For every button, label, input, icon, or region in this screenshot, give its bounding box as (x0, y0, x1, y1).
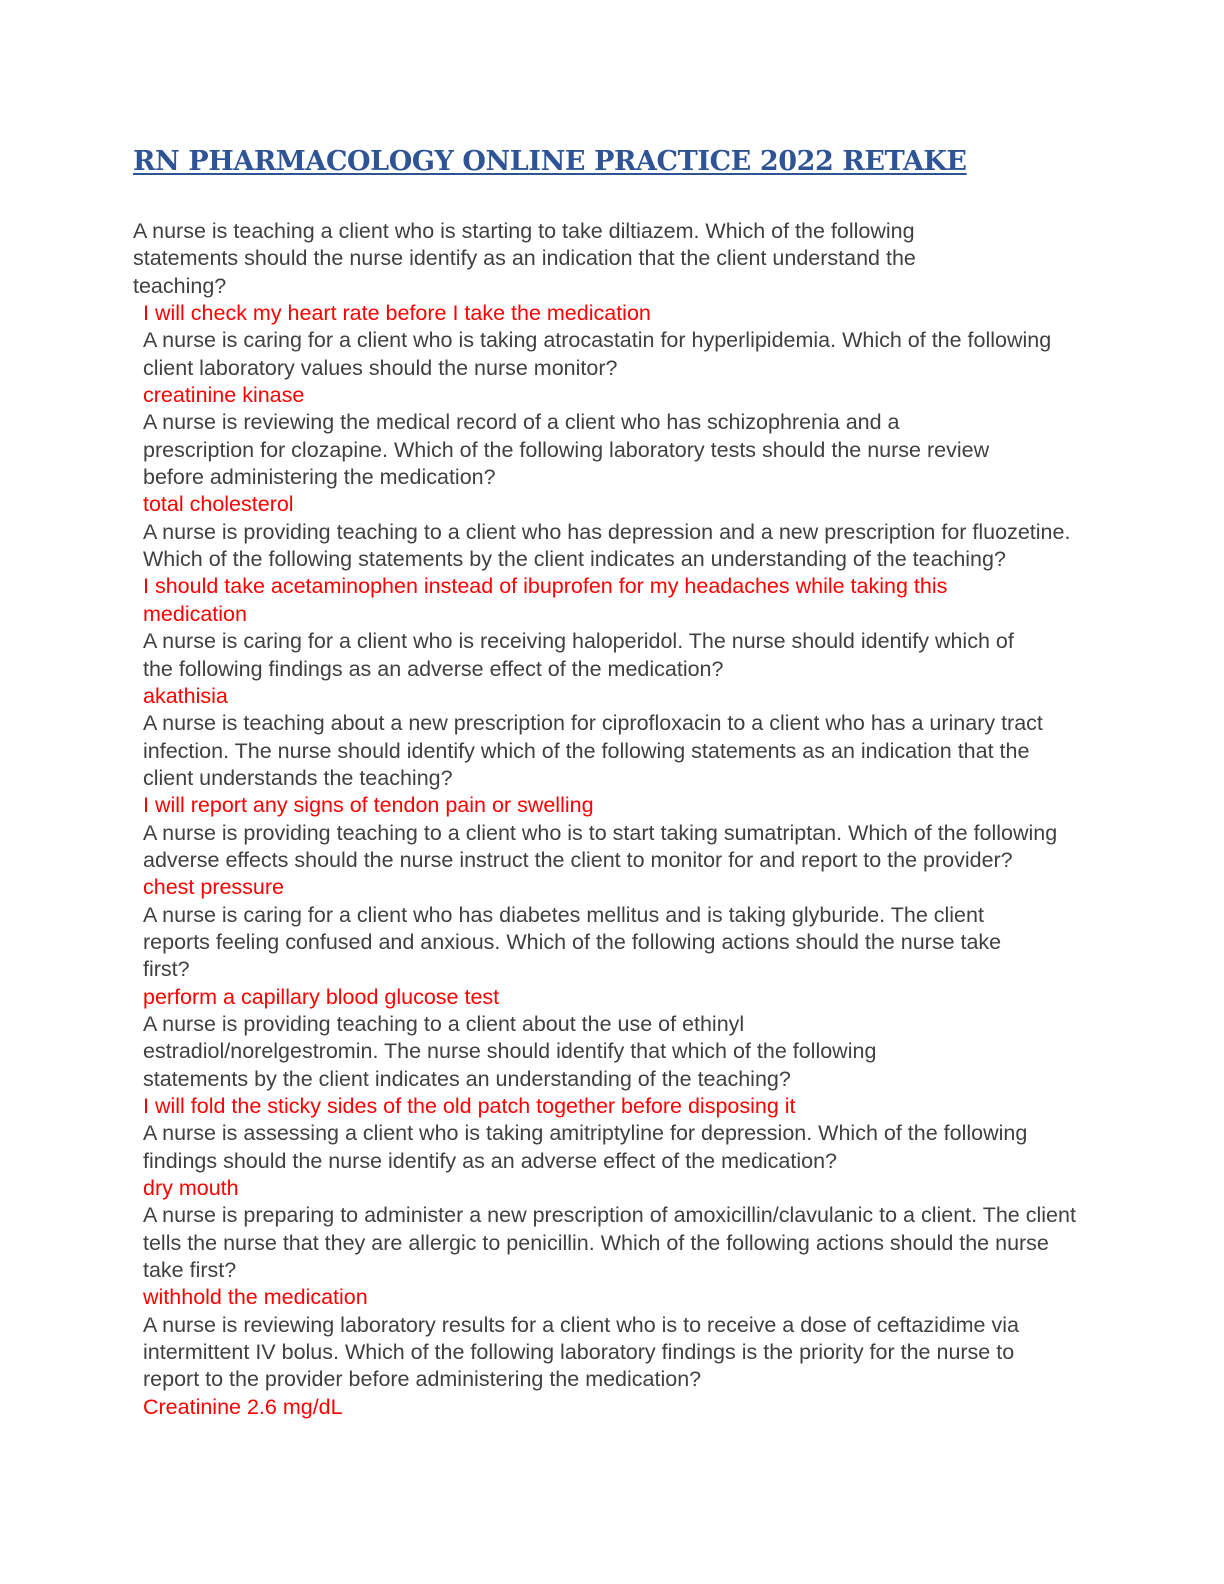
answer-12: Creatinine 2.6 mg/dL (143, 1394, 343, 1419)
question-11: A nurse is preparing to administer a new prescription of amoxicillin/clavulanic to a client. The client tells the nurse that they are allergic to penicillin. Which of the following actions should the nurse take first? (143, 1203, 1076, 1283)
question-5: A nurse is caring for a client who is receiving haloperidol. The nurse should identify which of the following findings as an adverse effect of the medication? (143, 629, 1014, 681)
question-2: A nurse is caring for a client who is taking atrocastatin for hyperlipidemia. Which of the following client laboratory values should the nurse monitor? (143, 328, 1052, 380)
question-1: A nurse is teaching a client who is starting to take diltiazem. Which of the following statements should the nurse identify as an indication that the client understand the teaching? (133, 219, 916, 298)
question-3: A nurse is reviewing the medical record of a client who has schizophrenia and a prescription for clozapine. Which of the following laboratory tests should the nurse review before administering the medication? (143, 410, 990, 490)
answer-1: I will check my heart rate before I take the medication (143, 301, 651, 326)
question-4: A nurse is providing teaching to a client who has depression and a new prescription for fluozetine. Which of the following statements by the client indicates an understanding of the teaching? (143, 519, 1071, 572)
question-7: A nurse is providing teaching to a client who is to start taking sumatriptan. Which of the following adverse effects should the nurse instruct the client to monitor for and report to the provider? (143, 820, 1058, 872)
answer-8: perform a capillary blood glucose test (143, 984, 500, 1009)
answer-6: I will report any signs of tendon pain or swelling (143, 793, 594, 818)
answer-4: I should take acetaminophen instead of ibuprofen for my headaches while taking this medication (143, 574, 948, 626)
answer-10: dry mouth (143, 1176, 239, 1201)
question-9: A nurse is providing teaching to a client about the use of ethinyl estradiol/norelgestromin. The nurse should identify that which of the following statements by the client indicates an understanding of the teaching? (143, 1011, 877, 1091)
answer-7: chest pressure (143, 875, 285, 900)
qa-list (133, 218, 1076, 1421)
answer-2: creatinine kinase (143, 383, 305, 408)
question-8: A nurse is caring for a client who has diabetes mellitus and is taking glyburide. The client reports feeling confused and anxious. Which of the following actions should the nurse take first? (143, 902, 1002, 982)
answer-11: withhold the medication (143, 1285, 368, 1310)
answer-9: I will fold the sticky sides of the old patch together before disposing it (143, 1094, 796, 1118)
answer-3: total cholesterol (143, 492, 294, 517)
page-title: RN PHARMACOLOGY ONLINE PRACTICE 2022 RETAKE (133, 146, 967, 177)
question-6: A nurse is teaching about a new prescription for ciprofloxacin to a client who has a urinary tract infection. The nurse should identify which of the following statements as an indication that the client understands the teaching? (143, 711, 1043, 790)
question-10: A nurse is assessing a client who is taking amitriptyline for depression. Which of the following findings should the nurse identify as an adverse effect of the medication? (143, 1121, 1028, 1173)
answer-5: akathisia (143, 683, 228, 708)
question-12: A nurse is reviewing laboratory results for a client who is to receive a dose of ceftazidime via intermittent IV bolus. Which of the following laboratory findings is the priority for the nurse to report to the provider before administering the medication? (143, 1312, 1019, 1392)
